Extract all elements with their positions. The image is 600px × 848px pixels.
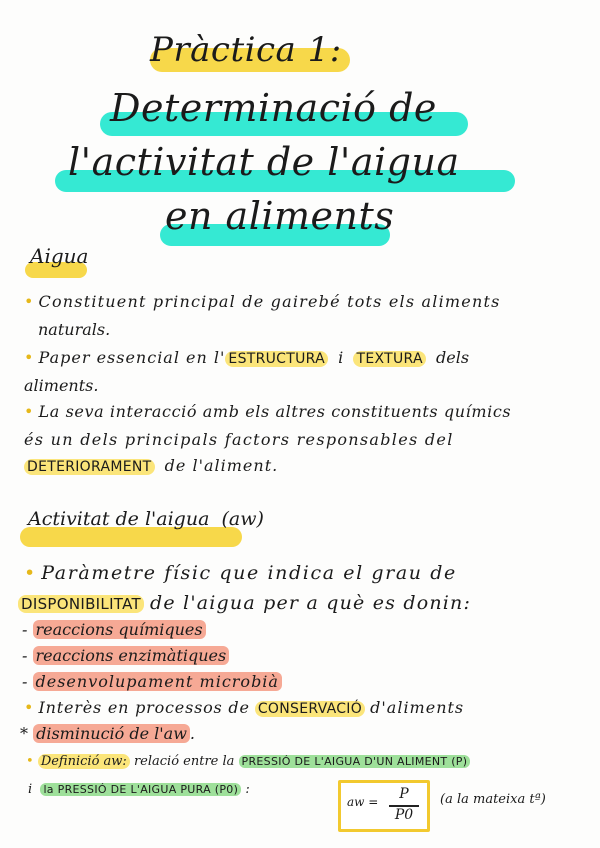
list-item [22,672,282,691]
highlight-desenvolupament-microbia: desenvolupament microbià [33,672,282,691]
bullet-dot: • [26,754,34,769]
s1-bullet-3 [24,402,511,421]
bullet-dot: • [24,348,34,367]
highlight-definicio: Definició aw: [38,754,130,769]
highlight-reaccions-quimiques: reaccions químiques [33,620,206,639]
highlight-conservacio: CONSERVACIÓ [255,701,365,717]
highlight-estructura: ESTRUCTURA [225,351,328,367]
s2-definition-line2 [28,782,250,797]
asterisk: * [20,724,28,743]
highlight-pressio-aliment: PRESSIÓ DE L'AIGUA D'UN ALIMENT (P) [239,755,471,768]
title-line-1 [150,30,342,70]
s2-p1 [24,562,457,584]
formula-denominator: P0 [394,807,414,823]
highlight-deteriorament: DETERIORAMENT [24,459,155,475]
s2-def-text: relació entre la [133,754,235,769]
s2-p2-pre: Interès en processos de [38,698,250,717]
section2-heading-text: Activitat de l'aigua [28,508,210,530]
list-dash: - [22,672,28,691]
title-practica: Pràctica 1 [150,30,330,70]
s1-b2-mid: i [338,348,344,367]
formula-lhs: aw = [347,795,379,809]
s2-p3 [20,724,195,743]
title-line-3: l'activitat de l'aigua [68,140,460,184]
s1-b1-cont: naturals. [38,320,111,339]
s1-bullet-1 [24,292,501,311]
title-line-2: Determinació de [110,86,437,130]
list-dash: - [22,646,28,665]
s1-b1-text: Constituent principal de gairebé tots els aliments [38,292,501,311]
s2-p2-post: d'aliments [370,698,465,717]
s1-b3-text: La seva interacció amb els altres constituents químics [38,402,512,421]
list-item [22,646,229,665]
s2-def-colon: : [245,782,250,797]
s2-definition [26,754,470,769]
s1-b2-cont: aliments. [24,376,99,395]
bullet-dot: • [24,292,34,311]
s1-b2-pre: Paper essencial en l' [38,348,226,367]
s2-def-i: i [28,782,33,797]
s2-p3-post: . [189,724,195,743]
s1-b2-post: dels [436,348,470,367]
formula-numerator: P [399,786,409,802]
s1-b3-line3 [24,456,278,475]
highlight-disponibilitat: DISPONIBILITAT [18,595,144,613]
s2-p1-line2 [18,592,471,614]
highlight-textura: TEXTURA [353,351,425,367]
s1-b3-post: de l'aliment. [164,456,279,475]
formula-note: (a la mateixa tª) [440,792,546,807]
s1-bullet-2 [24,348,469,367]
formula-box [338,780,430,832]
section2-heading-highlight [20,527,242,547]
s1-b3-cont: és un dels principals factors responsables del [24,430,454,449]
highlight-disminucio: disminució de l'aw [33,724,190,743]
list-item [22,620,206,639]
section2-heading-symbol: (aw) [221,508,264,530]
list-dash: - [22,620,28,639]
bullet-dot: • [24,698,34,717]
bullet-dot: • [24,402,34,421]
section1-heading: Aigua [30,244,89,268]
highlight-pressio-pura: la PRESSIÓ DE L'AIGUA PURA (P0) [40,783,241,796]
s2-p1-text: Paràmetre físic que indica el grau de [41,562,457,584]
section2-heading [28,508,264,530]
bullet-dot: • [24,562,36,584]
title-colon: : [329,30,342,70]
highlight-reaccions-enzimatiques: reaccions enzimàtiques [33,646,230,665]
title-line-4: en aliments [165,194,395,238]
s2-p2 [24,698,464,717]
s2-p1-post: de l'aigua per a què es donin: [150,592,472,614]
